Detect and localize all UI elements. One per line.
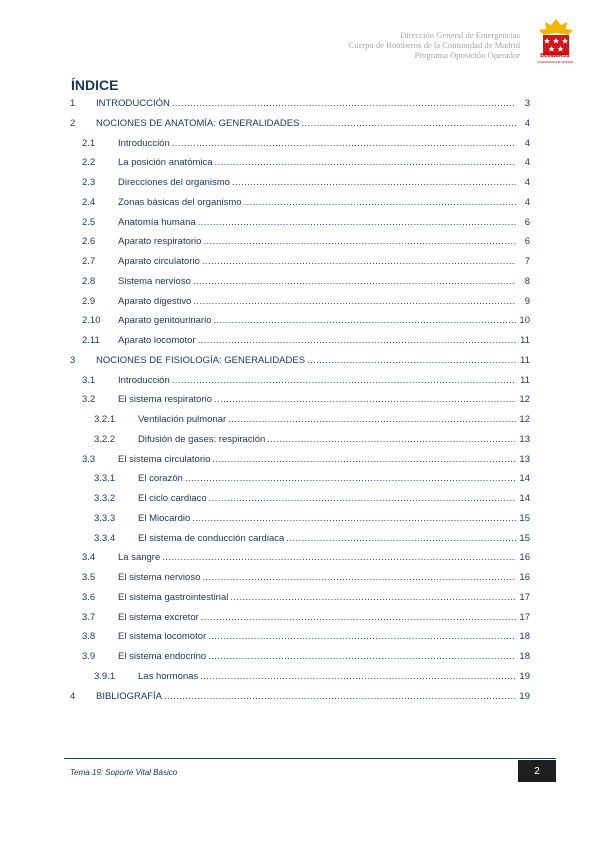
toc-entry-number: 1 bbox=[70, 98, 76, 109]
toc-entry-number: 2.11 bbox=[82, 335, 100, 346]
toc-entry-title: Anatomía humana bbox=[118, 216, 196, 228]
toc-entry-number: 3.7 bbox=[82, 611, 96, 623]
logo-wordmark: BOMBEROS bbox=[540, 53, 570, 59]
toc-dot-leader bbox=[172, 375, 516, 386]
toc-entry[interactable] bbox=[70, 612, 530, 626]
toc-entry-number: 3.5 bbox=[82, 572, 96, 583]
toc-entry-page: 4 bbox=[524, 157, 530, 169]
toc-entry-page: 13 bbox=[519, 433, 530, 445]
toc-dot-leader bbox=[203, 236, 516, 247]
toc-entry-title: Aparato respiratorio bbox=[118, 236, 202, 248]
page-number-badge bbox=[518, 760, 556, 782]
toc-entry[interactable] bbox=[70, 335, 530, 349]
toc-dot-leader bbox=[213, 315, 516, 326]
toc-entry-page: 12 bbox=[519, 394, 530, 406]
toc-entry-title: Aparato digestivo bbox=[118, 295, 192, 307]
toc-entry-number: 3 bbox=[70, 354, 76, 366]
toc-entry-page: 6 bbox=[524, 216, 530, 228]
toc-dot-leader bbox=[202, 256, 516, 267]
toc-entry-number: 2.9 bbox=[82, 295, 96, 307]
toc-entry[interactable] bbox=[70, 157, 530, 171]
toc-dot-leader bbox=[202, 572, 516, 583]
header-line-3: Programa Oposición Operador bbox=[414, 50, 520, 60]
toc-dot-leader bbox=[172, 138, 516, 149]
toc-entry-title: El sistema gastrointestinal bbox=[118, 591, 229, 603]
toc-entry-number: 2.1 bbox=[82, 137, 96, 149]
toc-entry[interactable] bbox=[70, 296, 530, 310]
toc-entry-page: 18 bbox=[519, 631, 530, 643]
page-number: 2 bbox=[534, 765, 540, 777]
toc-entry-number: 3.3.4 bbox=[94, 532, 116, 544]
toc-entry-title: El sistema excretor bbox=[118, 611, 199, 623]
toc-entry-page: 11 bbox=[520, 354, 530, 366]
toc-dot-leader bbox=[232, 177, 516, 188]
toc-entry[interactable] bbox=[70, 315, 530, 329]
toc-dot-leader bbox=[209, 493, 516, 504]
toc-entry-page: 11 bbox=[520, 374, 530, 386]
toc-entry-page: 4 bbox=[524, 117, 530, 129]
header-line-1: Dirección General de Emergencias bbox=[400, 30, 520, 40]
toc-entry[interactable] bbox=[70, 217, 530, 231]
toc-entry-title: El sistema nervioso bbox=[118, 572, 201, 583]
toc-dot-leader bbox=[164, 691, 516, 702]
toc-entry-page: 17 bbox=[519, 591, 530, 603]
toc-entry-title: BIBLIOGRAFÍA bbox=[96, 690, 162, 702]
toc-entry[interactable] bbox=[70, 552, 530, 566]
toc-dot-leader bbox=[208, 631, 516, 642]
toc-entry-number: 3.4 bbox=[82, 552, 96, 564]
toc-entry-number: 2.2 bbox=[82, 157, 96, 169]
toc-entry-page: 16 bbox=[519, 552, 530, 564]
toc-entry[interactable] bbox=[70, 276, 530, 290]
toc-dot-leader bbox=[230, 592, 516, 603]
toc-entry[interactable] bbox=[70, 138, 530, 152]
toc-entry-number: 3.3 bbox=[82, 453, 96, 465]
toc-entry-number: 3.6 bbox=[82, 591, 96, 603]
toc-dot-leader bbox=[301, 118, 516, 129]
toc-entry[interactable] bbox=[70, 414, 530, 428]
toc-entry-number: 2.4 bbox=[82, 196, 96, 208]
toc-entry-title: Aparato locomotor bbox=[118, 335, 196, 346]
toc-entry[interactable] bbox=[70, 671, 530, 685]
toc-entry-page: 16 bbox=[519, 572, 530, 583]
toc-entry-number: 3.8 bbox=[82, 631, 96, 643]
toc-entry-page: 13 bbox=[519, 453, 530, 465]
toc-dot-leader bbox=[200, 671, 516, 682]
toc-entry-page: 19 bbox=[519, 690, 530, 702]
toc-entry-number: 2.7 bbox=[82, 256, 96, 267]
toc-entry-title: Aparato circulatorio bbox=[118, 256, 200, 267]
toc-entry-page: 15 bbox=[519, 512, 530, 524]
toc-entry[interactable] bbox=[70, 118, 530, 132]
toc-dot-leader bbox=[208, 651, 516, 662]
toc-dot-leader bbox=[198, 217, 516, 228]
toc-dot-leader bbox=[172, 98, 516, 109]
toc-entry-page: 18 bbox=[519, 651, 530, 662]
toc-entry[interactable] bbox=[70, 473, 530, 487]
toc-dot-leader bbox=[214, 394, 516, 405]
toc-heading: ÍNDICE bbox=[71, 77, 119, 93]
toc-entry-page: 8 bbox=[524, 275, 530, 287]
toc-dot-leader bbox=[267, 434, 516, 445]
toc-entry-page: 14 bbox=[519, 493, 530, 504]
toc-entry-number: 4 bbox=[70, 690, 76, 702]
toc-entry-title: La sangre bbox=[118, 552, 161, 564]
toc-entry-page: 4 bbox=[524, 137, 530, 149]
toc-dot-leader bbox=[212, 454, 516, 465]
toc-entry[interactable] bbox=[70, 236, 530, 250]
toc-entry-number: 3.2.1 bbox=[94, 414, 116, 425]
toc-entry-title: NOCIONES DE ANATOMÍA: GENERALIDADES bbox=[96, 117, 300, 129]
toc-entry-number: 3.3.2 bbox=[94, 493, 116, 504]
toc-entry[interactable] bbox=[70, 355, 530, 369]
toc-dot-leader bbox=[215, 157, 516, 168]
toc-entry[interactable] bbox=[70, 533, 530, 547]
toc-dot-leader bbox=[286, 533, 516, 544]
toc-entry[interactable] bbox=[70, 513, 530, 527]
toc-entry-page: 4 bbox=[524, 177, 530, 188]
toc-entry[interactable] bbox=[70, 434, 530, 448]
toc-entry-page: 11 bbox=[520, 335, 530, 346]
toc-entry-number: 3.3.3 bbox=[94, 512, 116, 524]
toc-entry[interactable] bbox=[70, 631, 530, 645]
toc-entry[interactable] bbox=[70, 177, 530, 191]
toc-entry-title: Sistema nervioso bbox=[118, 275, 191, 287]
toc-entry[interactable] bbox=[70, 493, 530, 507]
toc-dot-leader bbox=[201, 612, 516, 623]
toc-entry[interactable] bbox=[70, 197, 530, 211]
footer-title: Tema 19: Soporte Vital Básico bbox=[70, 768, 178, 777]
toc-entry-title: Las hormonas bbox=[138, 670, 199, 682]
toc-entry-title: El sistema de conducción cardiaca bbox=[138, 532, 285, 544]
toc-entry[interactable] bbox=[70, 98, 530, 112]
toc-entry[interactable] bbox=[70, 651, 530, 665]
toc-entry-number: 2.6 bbox=[82, 236, 96, 248]
toc-entry-title: NOCIONES DE FISIOLOGÍA: GENERALIDADES bbox=[96, 354, 306, 366]
toc-entry-page: 19 bbox=[519, 670, 530, 682]
toc-entry-number: 3.3.1 bbox=[94, 473, 116, 485]
toc-entry-page: 6 bbox=[524, 236, 530, 248]
toc-entry-page: 7 bbox=[524, 256, 530, 267]
toc-entry-page: 4 bbox=[524, 196, 530, 208]
toc-entry-title: Introducción bbox=[118, 137, 170, 149]
toc-dot-leader bbox=[244, 197, 516, 208]
toc-entry-number: 3.2.2 bbox=[94, 433, 116, 445]
toc-dot-leader bbox=[185, 473, 516, 484]
toc-entry[interactable] bbox=[70, 691, 530, 705]
toc-entry[interactable] bbox=[70, 256, 530, 270]
toc-dot-leader bbox=[192, 513, 516, 524]
toc-entry-title: Direcciones del organismo bbox=[118, 177, 230, 188]
toc-entry-number: 2.3 bbox=[82, 177, 96, 188]
toc-dot-leader bbox=[193, 296, 516, 307]
toc-entry-number: 3.9.1 bbox=[94, 670, 116, 682]
toc-entry[interactable] bbox=[70, 592, 530, 606]
toc-entry-title: La posición anatómica bbox=[118, 157, 213, 169]
toc-entry-page: 12 bbox=[519, 414, 530, 425]
toc-entry-number: 3.1 bbox=[82, 374, 96, 386]
toc-entry[interactable] bbox=[70, 572, 530, 586]
toc-entry-title: INTRODUCCIÓN bbox=[96, 98, 170, 109]
toc-entry-number: 2.5 bbox=[82, 216, 96, 228]
toc-entry-page: 14 bbox=[519, 473, 530, 485]
toc-entry-title: Zonas básicas del organismo bbox=[118, 196, 242, 208]
toc-entry[interactable] bbox=[70, 375, 530, 389]
toc-dot-leader bbox=[198, 335, 516, 346]
toc-entry-title: Aparato genitourinario bbox=[118, 315, 212, 327]
toc-entry[interactable] bbox=[70, 394, 530, 408]
toc-entry-title: El sistema circulatorio bbox=[118, 453, 211, 465]
toc-entry-title: El sistema locomotor bbox=[118, 631, 207, 643]
toc-entry-number: 3.9 bbox=[82, 651, 96, 662]
toc-dot-leader bbox=[307, 355, 516, 366]
toc-entry-title: Introducción bbox=[118, 374, 170, 386]
toc-entry-page: 3 bbox=[524, 98, 530, 109]
toc-dot-leader bbox=[228, 414, 516, 425]
toc-entry-title: El corazón bbox=[138, 473, 183, 485]
toc-entry-title: El sistema endocrino bbox=[118, 651, 207, 662]
toc-entry-title: Ventilación pulmonar bbox=[138, 414, 227, 425]
toc-entry-title: Difusión de gases: respiración bbox=[138, 433, 266, 445]
toc-entry-number: 2.8 bbox=[82, 275, 96, 287]
toc-entry-number: 2.10 bbox=[82, 315, 101, 327]
toc-entry-number: 2 bbox=[70, 117, 76, 129]
header-line-2: Cuerpo de Bomberos de la Comunidad de Madrid bbox=[348, 40, 520, 50]
toc-entry-page: 17 bbox=[519, 611, 530, 623]
toc-dot-leader bbox=[162, 552, 516, 563]
logo-subtitle: COMUNIDAD DE MADRID bbox=[536, 60, 574, 64]
toc-entry-page: 15 bbox=[519, 532, 530, 544]
toc-entry-page: 10 bbox=[519, 315, 530, 327]
toc-entry[interactable] bbox=[70, 454, 530, 468]
document-header bbox=[348, 30, 520, 60]
toc-entry-title: El sistema respiratorio bbox=[118, 394, 212, 406]
toc-entry-number: 3.2 bbox=[82, 394, 96, 406]
toc-entry-title: El Miocardio bbox=[138, 512, 191, 524]
toc-entry-page: 9 bbox=[524, 295, 530, 307]
toc-dot-leader bbox=[193, 276, 516, 287]
toc-entry-title: El ciclo cardiaco bbox=[138, 493, 207, 504]
footer-divider bbox=[64, 758, 556, 759]
